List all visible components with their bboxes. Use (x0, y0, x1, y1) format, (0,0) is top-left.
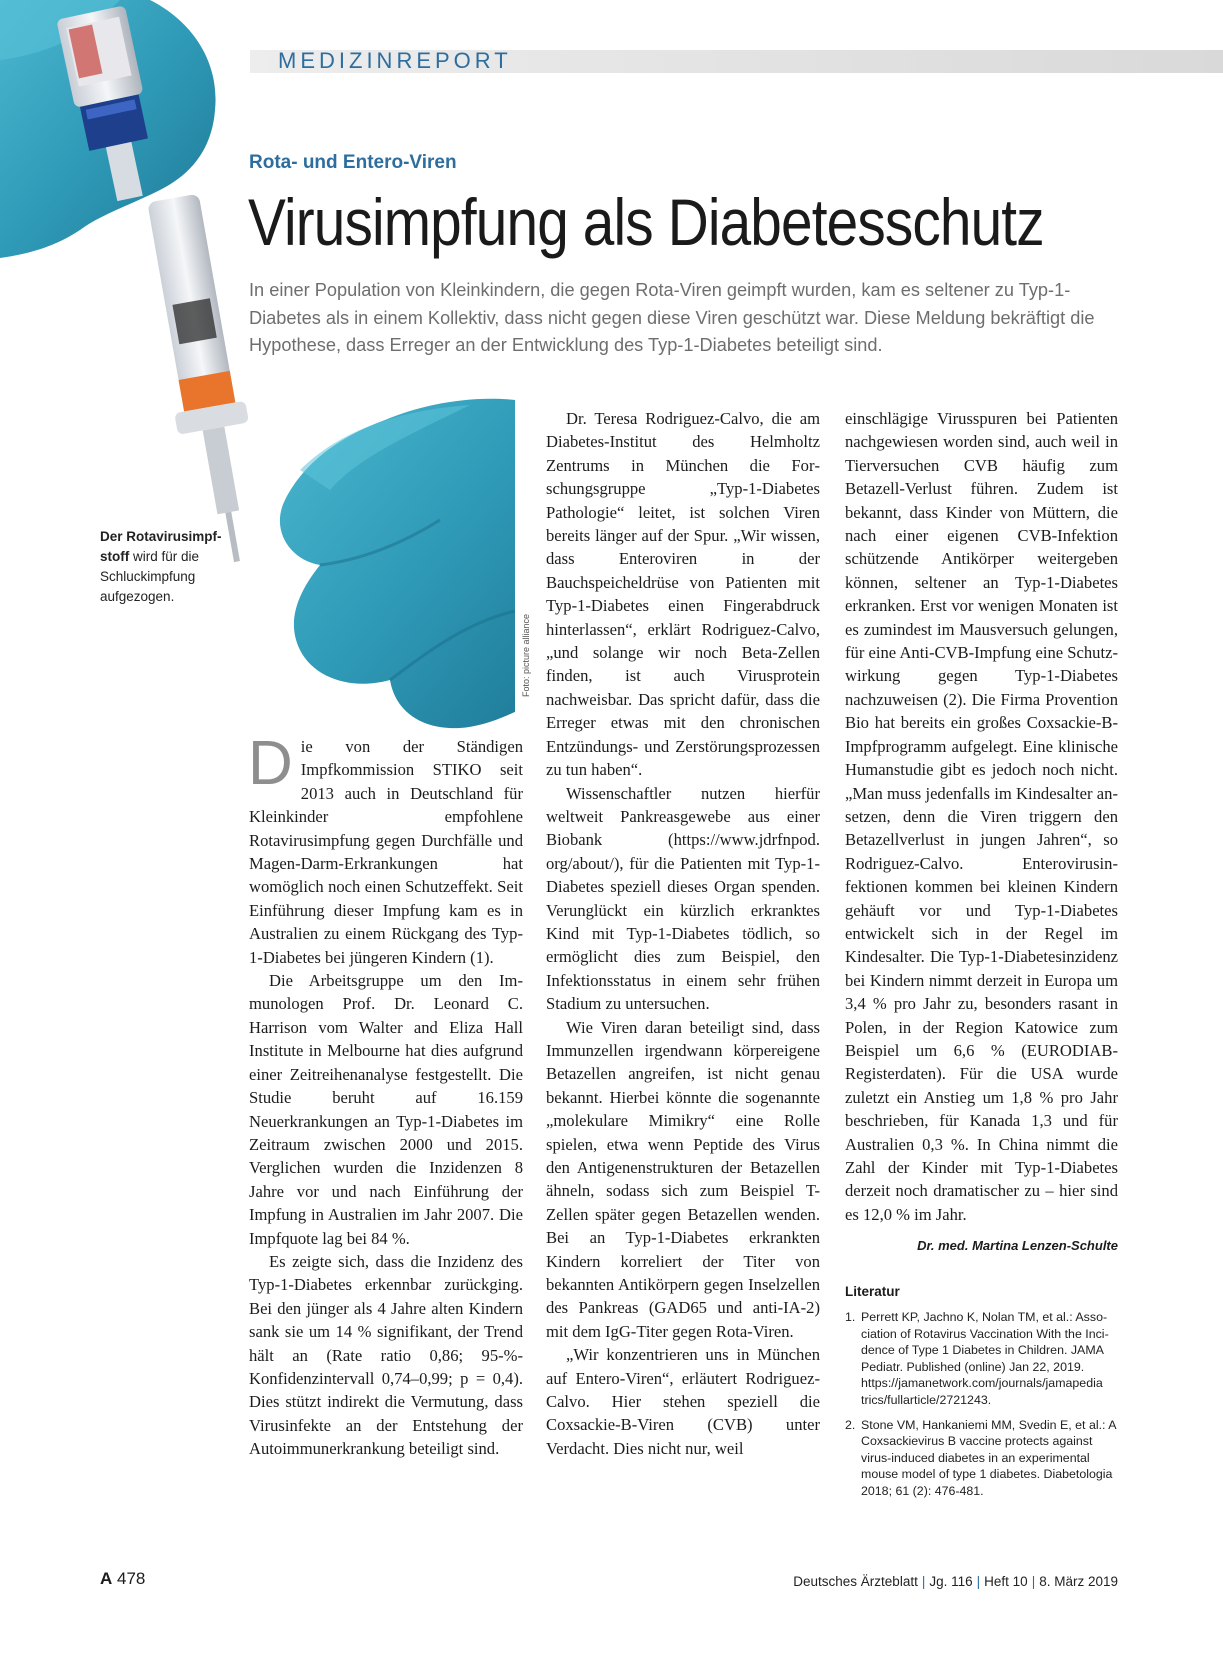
lead-paragraph: In einer Population von Kleinkindern, die gegen Rota-Viren geimpft wurden, kam es seltener zu Typ-1-Diabetes als in einem Kollektiv, dass nicht gegen diese Viren geschützt war. Diese Meldung bekräftigt die Hypothese, dass Erreger an der Entwicklung des Typ-1-Diabetes beteiligt sind. (249, 280, 1095, 355)
paragraph: Es zeigte sich, dass die Inzidenz des Typ-1-Diabetes erkennbar zurückging. Bei den jünger als 4 Jahre alten Kindern sank sie um 14 % signifikant, der Trend hält an (Rate ratio 0,86; 95-%-Konfidenzintervall 0,74–0,99; p = 0,4). Dies stützt indirekt die Vermutung, dass Virusinfekte an der Entstehung der Autoimmunerkrankung beteiligt sind. (249, 1251, 523, 1459)
page-prefix: A (100, 1569, 113, 1588)
reference-item (845, 1417, 1118, 1500)
journal-issue: Heft 10 (984, 1574, 1028, 1589)
column-3 (845, 407, 1118, 1508)
column-2 (546, 407, 820, 1460)
page-number (100, 1569, 145, 1589)
kicker: Rota- und Entero-Viren (249, 152, 457, 173)
separator: | (1031, 1574, 1036, 1589)
paragraph: Die Arbeitsgruppe um den Immunologen Prof. Dr. Leonard C. Harrison vom Walter and Eliza Hall Institute in Melbourne hat dies aufgrund einer Zeitreihenanalyse festgestellt. Die Studie beruht auf 16.159 Neuerkrankungen an Typ-1-Diabetes im Zeitraum zwischen 2000 und 2015. Verglichen wurden die Inzidenzen 8 Jahre vor und nach Einführung der Impfung in Australien im Jahr 2007. Die Impfquote lag bei 84 %. (249, 971, 523, 1248)
separator: | (921, 1574, 926, 1589)
paragraph: „Wir konzentrieren uns in München auf Entero-Viren“, erläutert Rodriguez-Calvo. Hier stehen speziell die Coxsackie-B-Viren (CVB) unter Verdacht. Dies nicht nur, weil (546, 1345, 820, 1458)
paragraph: Wie Viren daran beteiligt sind, dass Immunzellen irgendwann körpereigene Betazellen angreifen, ist nicht genau bekannt. Hierbei könnte die sogenannte „molekulare Mimikry“ eine Rolle spielen, etwa wenn Peptide des Virus den Antigenenstrukturen der Betazellen ähneln, sodass sich zum Beispiel T-Zellen später gegen Betazellen wenden. Bei an Typ-1-Diabetes erkrankten Kindern korreliert der Titer von bekannten Antikörpern gegen Inselzellen des Pankreas (GAD65 und anti-IA-2) mit dem IgG-Titer gegen Rota-Viren. (546, 1017, 820, 1341)
footer-journal-info (793, 1574, 1118, 1589)
journal-date: 8. März 2019 (1039, 1574, 1118, 1589)
page-number-value: 478 (117, 1569, 146, 1588)
reference-number: 2. (845, 1417, 856, 1432)
caption-bold: Der Rotavirusimpfstoff (100, 529, 222, 564)
journal-volume: Jg. 116 (929, 1574, 973, 1589)
reference-text: Stone VM, Hankaniemi MM, Svedin E, et al.: A Coxsackievirus B vaccine protects against virus-induced diabetes in an experimental mouse model of type 1 diabetes. Diabetologia 2018; 61 (2): 476-481. (861, 1417, 1116, 1498)
photo-caption (100, 527, 240, 607)
caption-rest: wird für die Schluckimpfung aufgezogen. (100, 549, 200, 604)
paragraph: einschlägige Virusspuren bei Patienten nachgewiesen worden sind, auch weil in Tierversuchen CVB häufig zum Betazell-Verlust führen. Zudem ist bekannt, dass Kinder von Müttern, die nach einer eigenen CVB-Infektion schützende Antikörper weitergeben können, seltener an Typ-1-Diabetes erkranken. Erst vor wenigen Monaten ist es zumindest im Mausversuch gelungen, für eine Anti-CVB-Impfung eine Schutzwirkung gegen Typ-1-Diabetes nachzuweisen (2). Die Firma Provention Bio hat bereits ein großes Coxsackie-B-Impfprogramm aufgelegt. Eine klinische Humanstudie gibt es jedoch noch nicht. „Man muss jedenfalls im Kindesalter ansetzen, denn die Viren triggern den Betazellverlust in jungen Jahren“, so Rodriguez-Calvo. Enterovirusinfektionen kommen bei kleinen Kindern gehäuft vor und Typ-1-Diabetes entwickelt sich in der Regel im Kindesalter. Die Typ-1-Diabetesinzidenz bei Kindern nimmt derzeit in Europa um 3,4 % pro Jahr zu, besonders rasant in Polen, in der Region Katowice zum Beispiel um 6,6 % (EURODIAB-Registerdaten). Für die USA wurde zuletzt ein Anstieg um 1,8 % pro Jahr beschrieben, für Kanada 1,3 und für Australien 0,3 %. In China nimmt die Zahl der Kinder mit Typ-1-Diabetes derzeit noch dramatischer zu – hier sind es 12,0 % im Jahr. (845, 409, 1118, 1224)
section-label: MEDIZINREPORT (278, 48, 512, 73)
photo-credit: Foto: picture alliance (521, 613, 531, 697)
paragraph: Dr. Teresa Rodriguez-Calvo, die am Diabetes-Institut des Helmholtz Zentrums in München die Forschungsgruppe „Typ-1-Diabetes Pathologie“ leitet, ist solchen Viren bereits länger auf der Spur. „Wir wissen, dass Enteroviren in der Bauchspeicheldrüse von Patienten mit Typ-1-Diabetes einen Fingerabdruck hinterlassen“, erklärt Rodriguez-Calvo, „und solange wir noch Beta-Zellen finden, ist auch Virusprotein nachweisbar. Das spricht dafür, dass die Erreger etwas mit den chronischen Entzündungs- und Zerstörungsprozessen zu tun haben“. (546, 409, 820, 780)
photo-syringe-glove (0, 0, 560, 798)
paragraph: Wissenschaftler nutzen hierfür weltweit Pankreasgewebe aus einer Biobank (https://www.jdrfnpod. org/about/), für die Patienten mit Typ-1-Diabetes speziell dieses Organ spenden. Verunglückt ein kürzlich erkranktes Kind mit Typ-1-Diabetes tödlich, so ermöglicht dies zum Beispiel, den Infektionsstatus in einem sehr frühen Stadium zu untersuchen. (546, 783, 820, 1014)
paragraph-text: ie von der Ständigen Impfkommission STIKO seit 2013 auch in Deutschland für Kleinkinder empfohlene Rotavirusimpfung gegen Durchfälle und Magen-Darm-Erkrankungen hat womöglich noch einen Schutzeffekt. Seit Einführung dieser Impfung kam es in Australien zu einem Rückgang des Typ-1-Diabetes bei jüngeren Kindern (1). (249, 737, 523, 967)
journal-name: Deutsches Ärzteblatt (793, 1574, 918, 1589)
column-1 (248, 729, 523, 1461)
separator: | (976, 1574, 981, 1589)
reference-item (845, 1309, 1118, 1409)
literature-heading: Literatur (845, 1283, 900, 1299)
author-byline: Dr. med. Martina Lenzen-Schulte (917, 1238, 1118, 1254)
dropcap: D (248, 729, 293, 798)
reference-text: Perrett KP, Jachno K, Nolan TM, et al.: Association of Rotavirus Vaccination With the Incidence of Type 1 Diabetes in Children. JAMA Pediatr. Published (online) Jan 22, 2019. https://jamanetwork.com/journals/jamapedia trics/fullarticle/2721243. (861, 1310, 1109, 1407)
paragraph (248, 729, 523, 969)
reference-number: 1. (845, 1310, 856, 1325)
article-title: Virusimpfung als Diabetesschutz (248, 185, 1044, 259)
